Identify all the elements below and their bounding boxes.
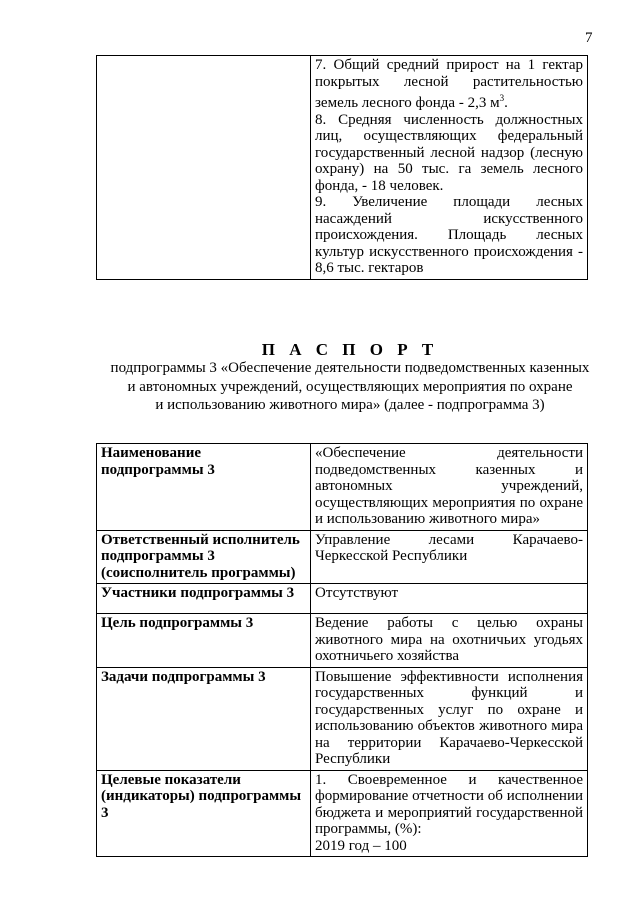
- row-label: Целевые показатели (индикаторы) подпрограммы 3: [97, 770, 311, 857]
- passport-subtitle: [60, 359, 640, 415]
- row-label: Цель подпрограммы 3: [97, 614, 311, 668]
- target-year-value: 2019 год – 100: [315, 837, 407, 854]
- empty-left-cell: [97, 56, 311, 280]
- table-row: [97, 584, 588, 614]
- subtitle-line: подпрограммы 3 «Обеспечение деятельности подведомственных казенных: [110, 360, 590, 376]
- row-value: Ведение работы с целью охраны животного мира на охотничьих угодьях охотничьего хозяйства: [311, 614, 588, 668]
- table-row: [97, 614, 588, 668]
- table-row: [97, 770, 588, 857]
- passport-title: П А С П О Р Т: [261, 340, 439, 359]
- indicator-item-8: 8. Средняя численность должностных лиц, осуществляющих федеральный государственный лесной надзор (лесную охрану) на 50 тыс. га земель лесного фонда, - 18 человек.: [315, 111, 583, 194]
- row-value: Отсутствуют: [311, 584, 588, 614]
- indicator-item-7: 7. Общий средний прирост на 1 гектар покрытых лесной растительностью земель лесного фонда - 2,3 $м^3$.: [315, 57, 583, 111]
- subtitle-line: и использованию животного мира» (далее - подпрограмма 3): [155, 397, 545, 413]
- page-number: 7: [585, 30, 593, 46]
- row-label: Задачи подпрограммы 3: [97, 667, 311, 770]
- passport-table: [96, 443, 588, 857]
- table-row: [97, 56, 588, 280]
- table-row: [97, 530, 588, 584]
- subtitle-line: и автономных учреждений, осуществляющих мероприятия по охране: [127, 378, 573, 395]
- continuation-table: [96, 55, 588, 280]
- row-value: Повышение эффективности исполнения государственных функций и государственных услуг по охране и использованию объектов животного мира на территории Карачаево-Черкесской Республики: [311, 667, 588, 770]
- row-value: «Обеспечение деятельности подведомственных казенных и автономных учреждений, осуществляющих мероприятия по охране и использованию животного мира»: [311, 444, 588, 531]
- row-value: 1. Своевременное и качественное формирование отчетности об исполнении бюджета и мероприятий государственной программы, (%): 2019 год – 100: [311, 770, 588, 857]
- row-label: Наименование подпрограммы 3: [97, 444, 311, 531]
- cubic-superscript: 3: [499, 93, 505, 103]
- row-label: Ответственный исполнитель подпрограммы 3 (соисполнитель программы): [97, 530, 311, 584]
- indicators-cell: [311, 56, 588, 280]
- table-row: [97, 667, 588, 770]
- table-row: [97, 444, 588, 531]
- row-value: Управление лесами Карачаево-Черкесской Республики: [311, 530, 588, 584]
- row-label: Участники подпрограммы 3: [97, 584, 311, 614]
- indicator-item-9: 9. Увеличение площади лесных насаждений искусственного происхождения. Площадь лесных культур искусственного происхождения - 8,6 тыс. гектаров: [315, 194, 583, 276]
